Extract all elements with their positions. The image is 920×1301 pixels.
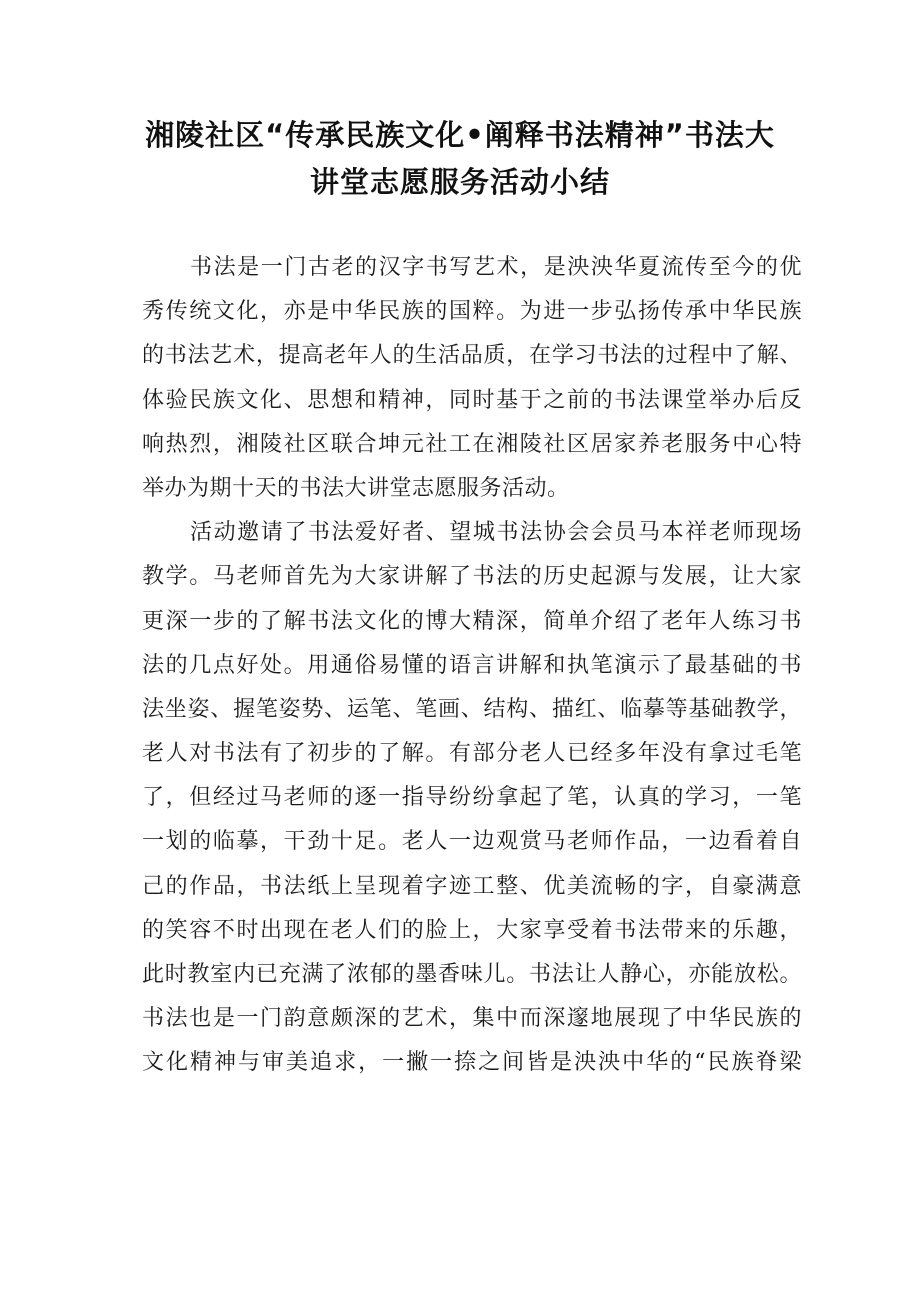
document-body — [142, 246, 802, 1086]
paragraph-1-line: 响热烈，湘陵社区联合坤元社工在湘陵社区居家养老服务中心特 — [142, 431, 802, 457]
paragraph-2-line: 己的作品，书法纸上呈现着字迹工整、优美流畅的字，自豪满意 — [142, 873, 802, 899]
paragraph-2 — [142, 511, 802, 1085]
paragraph-2-line: 了，但经过马老师的逐一指导纷纷拿起了笔，认真的学习，一笔 — [142, 785, 802, 811]
title-line-2: 讲堂志愿服务活动小结 — [309, 165, 610, 199]
paragraph-2-line: 法坐姿、握笔姿势、运笔、笔画、结构、描红、临摹等基础教学， — [142, 696, 802, 722]
paragraph-1-line: 书法是一门古老的汉字书写艺术，是泱泱华夏流传至今的优 — [190, 255, 802, 280]
paragraph-2-line: 的笑容不时出现在老人们的脸上，大家享受着书法带来的乐趣， — [142, 917, 802, 943]
paragraph-2-line: 文化精神与审美追求，一撇一捺之间皆是泱泱中华的“民族脊梁 — [142, 1050, 802, 1076]
title-line-1: 湘陵社区“传承民族文化•阐释书法精神”书法大 — [145, 118, 775, 152]
paragraph-1-line: 的书法艺术，提高老年人的生活品质，在学习书法的过程中了解、 — [142, 343, 802, 369]
paragraph-2-line: 此时教室内已充满了浓郁的墨香味儿。书法让人静心，亦能放松。 — [142, 962, 802, 987]
document-title — [100, 112, 820, 206]
paragraph-1-line: 体验民族文化、思想和精神，同时基于之前的书法课堂举办后反 — [142, 387, 802, 413]
paragraph-2-line: 法的几点好处。用通俗易懂的语言讲解和执笔演示了最基础的书 — [142, 652, 802, 678]
paragraph-2-line: 活动邀请了书法爱好者、望城书法协会会员马本祥老师现场 — [190, 520, 802, 546]
paragraph-1-line: 秀传统文化，亦是中华民族的国粹。为进一步弘扬传承中华民族 — [142, 299, 802, 325]
paragraph-1-line: 举办为期十天的书法大讲堂志愿服务活动。 — [142, 475, 570, 501]
paragraph-2-line: 更深一步的了解书法文化的博大精深，简单介绍了老年人练习书 — [142, 608, 802, 634]
paragraph-2-line: 老人对书法有了初步的了解。有部分老人已经多年没有拿过毛笔 — [142, 741, 802, 767]
paragraph-2-line: 书法也是一门韵意颇深的艺术，集中而深邃地展现了中华民族的 — [142, 1006, 802, 1032]
paragraph-1 — [142, 246, 802, 511]
paragraph-2-line: 一划的临摹，干劲十足。老人一边观赏马老师作品，一边看着自 — [142, 829, 802, 855]
paragraph-2-line: 教学。马老师首先为大家讲解了书法的历史起源与发展，让大家 — [142, 564, 802, 590]
